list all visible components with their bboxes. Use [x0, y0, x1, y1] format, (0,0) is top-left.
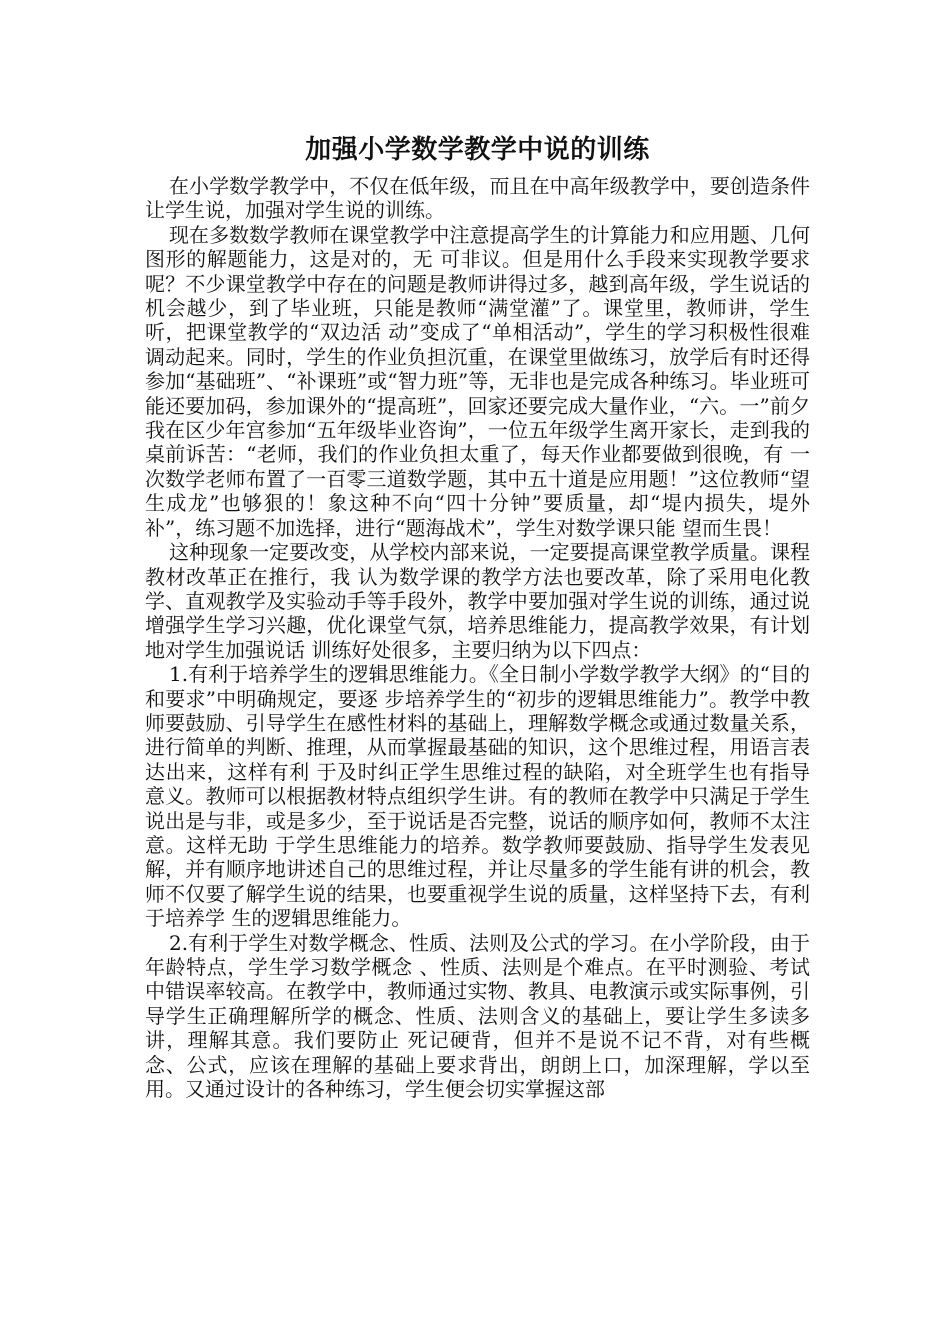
paragraph-point-1: 1.有利于培养学生的逻辑思维能力。《全日制小学数学教学大纲》的“目的和要求”中明确规定，要逐 步培养学生的“初步的逻辑思维能力”。教学中教师要鼓励、引导学生在感性材料的基础上，理解数学概念或通过数量关系，进行简单的判断、推理，从而掌握最基础的知识，这个思维过程，用语言表达出来，这样有利 于及时纠正学生思维过程的缺陷，对全班学生也有指导意义。教师可以根据教材特点组织学生讲。有的教师在教学中只满足于学生说出是与非，或是多少，至于说话是否完整，说话的顺序如何，教师不太注意。这样无助 于学生思维能力的培养。数学教师要鼓励、指导学生发表见解，并有顺序地讲述自己的思维过程，并让尽量多的学生能有讲的机会，教师不仅要了解学生说的结果，也要重视学生说的质量，这样坚持下去，有利于培养学 生的逻辑思维能力。 — [145, 662, 810, 931]
document-title: 加强小学数学教学中说的训练 — [305, 135, 650, 165]
paragraph-need-for-change: 这种现象一定要改变，从学校内部来说，一定要提高课堂教学质量。课程教材改革正在推行，我 认为数学课的教学方法也要改革，除了采用电化教学、直观教学及实验动手等手段外，教学中要加强对学生说的训练，通过说增强学生学习兴趣，优化课堂气氛，培养思维能力，提高教学效果，有计划地对学生加强说话 训练好处很多，主要归纳为以下四点： — [145, 540, 810, 662]
document-page — [145, 128, 810, 1101]
paragraph-current-situation: 现在多数数学教师在课堂教学中注意提高学生的计算能力和应用题、几何图形的解题能力，这是对的，无 可非议。但是用什么手段来实现教学要求呢？不少课堂教学中存在的问题是教师讲得过多，越到高年级，学生说话的机会越少，到了毕业班，只能是教师“满堂灌”了。课堂里，教师讲，学生听，把课堂教学的“双边活 动”变成了“单相活动”，学生的学习积极性很难调动起来。同时，学生的作业负担沉重，在课堂里做练习，放学后有时还得参加“基础班”、“补课班”或“智力班”等，无非也是完成各种练习。毕业班可能还要加码，参加课外的“提高班”，回家还要完成大量作业，“六。一”前夕我在区少年宫参加“五年级毕业咨询”，一位五年级学生离开家长，走到我的桌前诉苦：“老师，我们的作业负担太重了，每天作业都要做到很晚，有 一次数学老师布置了一百零三道数学题，其中五十道是应用题！”这位教师“望生成龙”也够狠的！象这种不向“四十分钟”要质量，却“堤内损失，堤外补”，练习题不加选择，进行“题海战术”，学生对数学课只能 望而生畏！ — [145, 222, 810, 540]
paragraph-point-2: 2.有利于学生对数学概念、性质、法则及公式的学习。在小学阶段，由于年龄特点，学生学习数学概念 、性质、法则是个难点。在平时测验、考试中错误率较高。在教学中，教师通过实物、教具、电教演示或实际事例，引导学生正确理解所学的概念、性质、法则含义的基础上，要让学生多读多讲，理解其意。我们要防止 死记硬背，但并不是说不记不背，对有些概念、公式，应该在理解的基础上要求背出，朗朗上口，加深理解，学以至用。又通过设计的各种练习，学生便会切实掌握这部 — [145, 930, 810, 1102]
paragraph-intro: 在小学数学教学中，不仅在低年级，而且在中高年级教学中，要创造条件让学生说，加强对学生说的训练。 — [145, 174, 810, 223]
